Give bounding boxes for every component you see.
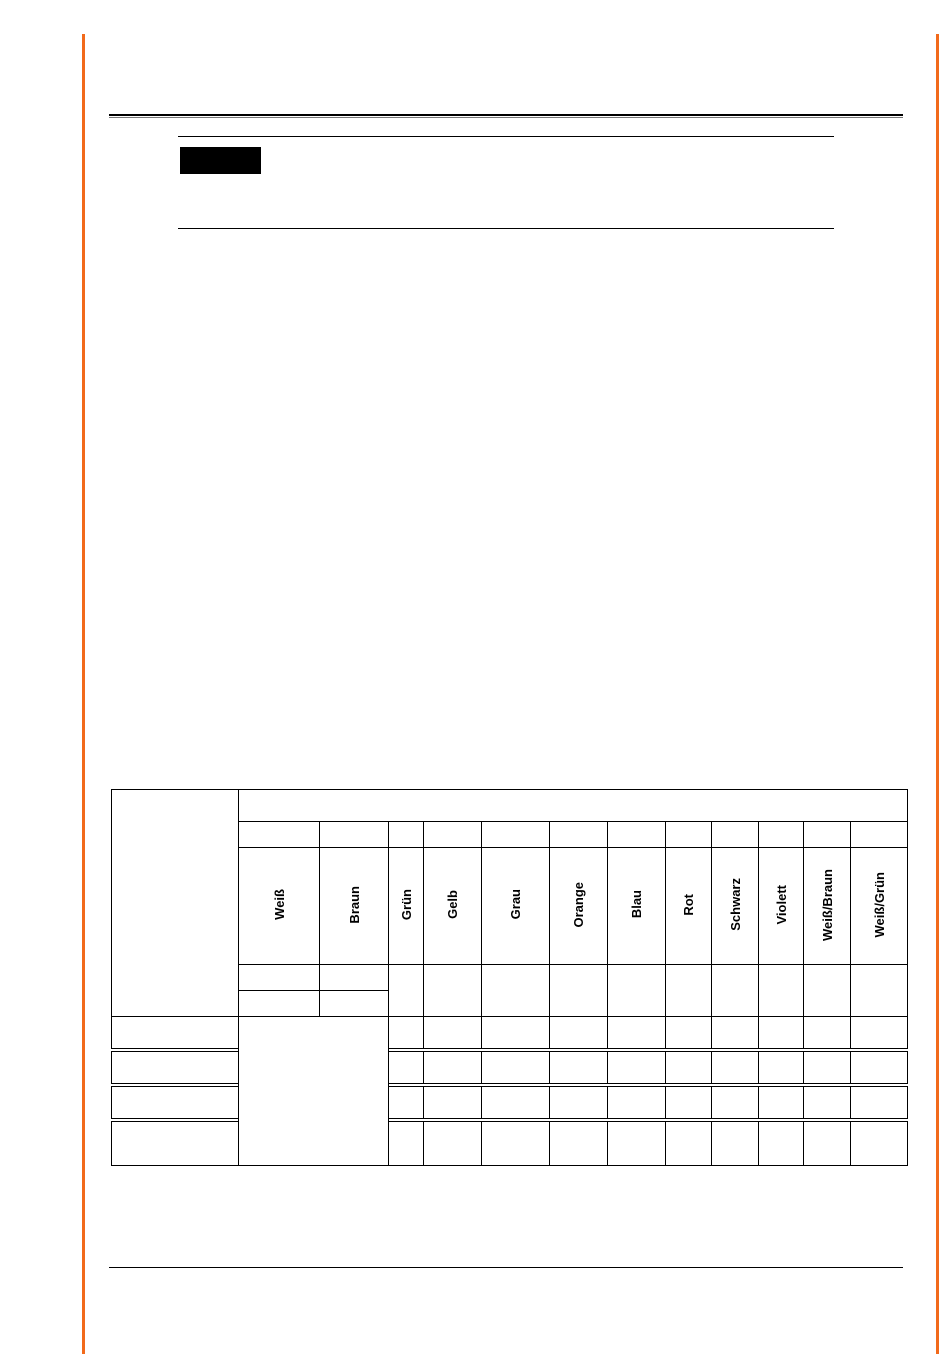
merged-cell [239, 1017, 389, 1166]
note-badge [180, 147, 261, 174]
wire-color-table [111, 789, 908, 1166]
color-header-violett: Violett [759, 848, 804, 965]
footer-rule [109, 1267, 903, 1268]
color-header-blau: Blau [608, 848, 666, 965]
table-row [112, 1017, 908, 1049]
color-header-weiss-braun: Weiß/Braun [804, 848, 851, 965]
table-corner-cell [112, 790, 239, 1017]
note-bottom-rule [178, 228, 834, 229]
table-header-cell [239, 790, 908, 822]
table-row [112, 1052, 908, 1084]
color-header-gelb: Gelb [424, 848, 482, 965]
color-header-braun: Braun [320, 848, 389, 965]
right-margin-bar [936, 34, 939, 1354]
color-header-weiss: Weiß [239, 848, 320, 965]
color-header-rot: Rot [666, 848, 712, 965]
note-top-rule [178, 136, 834, 137]
color-header-orange: Orange [550, 848, 608, 965]
color-header-weiss-gruen: Weiß/Grün [851, 848, 908, 965]
left-margin-bar [82, 34, 85, 1354]
color-header-schwarz: Schwarz [712, 848, 759, 965]
header-rule [109, 114, 903, 116]
header-rule-secondary [109, 117, 903, 118]
color-header-grau: Grau [482, 848, 550, 965]
table-row [112, 1122, 908, 1166]
color-header-gruen: Grün [389, 848, 424, 965]
table-row [112, 1087, 908, 1119]
